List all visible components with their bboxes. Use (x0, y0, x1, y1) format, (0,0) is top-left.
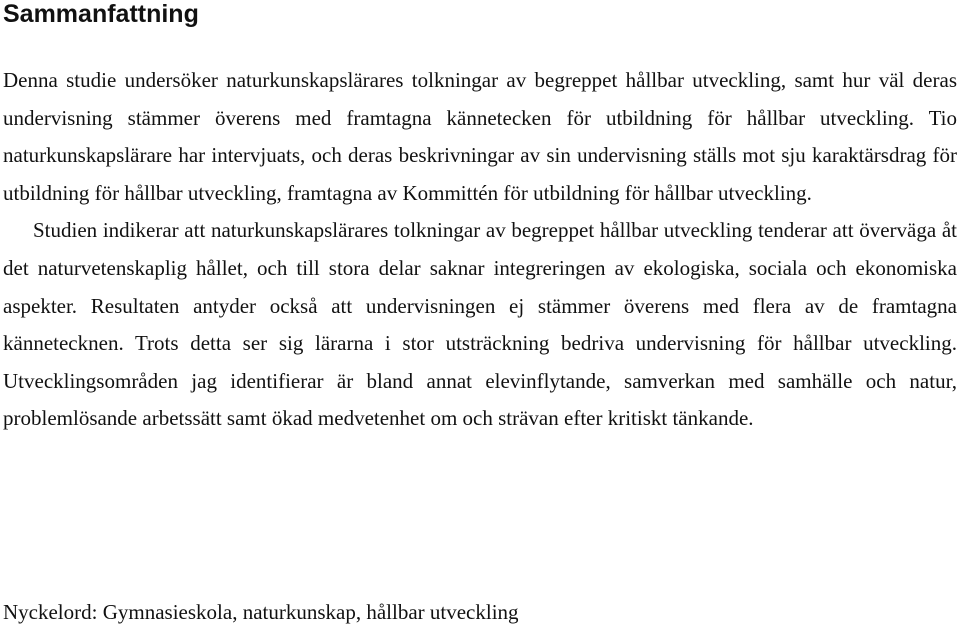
document-page (3, 0, 957, 629)
section-heading: Sammanfattning (3, 0, 199, 28)
abstract-paragraph-1: Denna studie undersöker naturkunskapslärares tolkningar av begreppet hållbar utveckling, samt hur väl deras undervisning stämmer överens med framtagna kännetecken för utbildning för hållbar utveckling. Tio naturkunskapslärare har intervjuats, och deras beskrivningar av sin undervisning ställs mot sju karaktärsdrag för utbildning för hållbar utveckling, framtagna av Kommittén för utbildning för hållbar utveckling. (3, 68, 957, 205)
abstract-paragraph-2: Studien indikerar att naturkunskapslärares tolkningar av begreppet hållbar utveckling tenderar att överväga åt det naturvetenskaplig hållet, och till stora delar saknar integreringen av ekologiska, sociala och ekonomiska aspekter. Resultaten antyder också att undervisningen ej stämmer överens med flera av de framtagna kännetecknen. Trots detta ser sig lärarna i stor utsträckning bedriva undervisning för hållbar utveckling. Utvecklingsområden jag identifierar är bland annat elevinflytande, samverkan med samhälle och natur, problemlösande arbetssätt samt ökad medvetenhet om och strävan efter kritiskt tänkande. (3, 218, 957, 431)
abstract-body (3, 62, 957, 438)
keywords-line: Nyckelord: Gymnasieskola, naturkunskap, hållbar utveckling (3, 600, 519, 624)
